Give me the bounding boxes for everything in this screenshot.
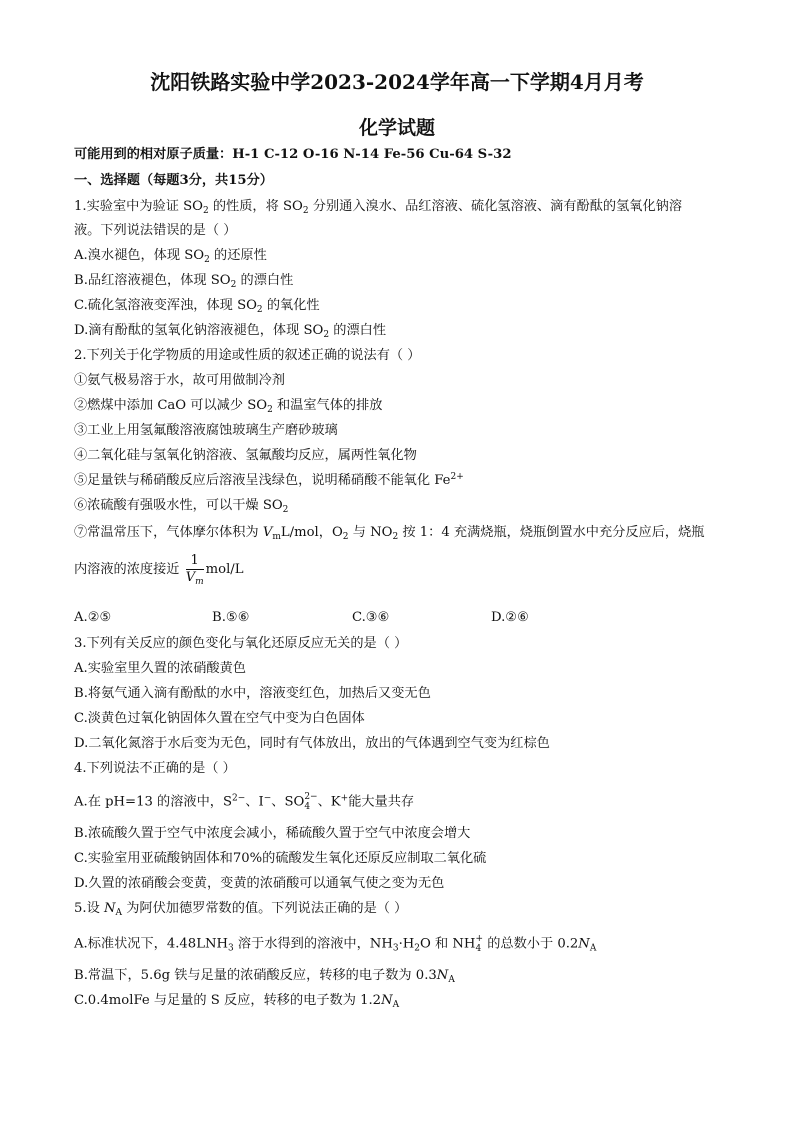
q2-option-b: B.⑤⑥ [212, 610, 250, 625]
q4-option-a: A.在 pH=13 的溶液中，$S^{2-}$、I−、SO 2− 4 、K+能大量共存 [74, 792, 415, 812]
q2-statement-7: ⑦常温常压下，气体摩尔体积为 $V_mL$/mol，$O_2$ 与 $NO_2$ 按 1：4 充满烧瓶，烧瓶倒置水中充分反应后，烧瓶 [74, 525, 705, 542]
q2-statement-2: ②燃煤中添加 CaO 可以减少 $SO_2$ 和温室气体的排放 [74, 398, 383, 415]
q4-option-b: B.浓硫酸久置于空气中浓度会减小，稀硫酸久置于空气中浓度会增大 [74, 826, 471, 841]
q2-statement-5: ⑤足量铁与稀硝酸反应后溶液呈浅绿色，说明稀硝酸不能氧化 $Fe^{2+}$ [74, 472, 464, 488]
q3-option-a: A.实验室里久置的浓硝酸黄色 [74, 661, 246, 676]
exam-subtitle: 化学试题 [358, 117, 435, 139]
q1-option-c: C.硫化氢溶液变浑浊，体现 $SO_2$ 的氧化性 [74, 298, 320, 315]
q1-stem: 1.实验室中为验证 $SO_2$ 的性质，将 $SO_2$ 分别通入溴水、品红溶液、硫化氢溶液、滴有酚酞的氢氧化钠溶 [74, 199, 683, 216]
q2-option-a: A.②⑤ [74, 610, 112, 625]
q5-stem: 5.设 $N_A$ 为阿伏加德罗常数的值。下列说法正确的是（ ） [74, 901, 408, 918]
q2-stem: 2.下列关于化学物质的用途或性质的叙述正确的说法有（ ） [74, 348, 421, 363]
q4-option-d: D.久置的浓硝酸会变黄，变黄的浓硝酸可以通氧气使之变为无色 [74, 876, 445, 891]
q2-statement-3: ③工业上用氢氟酸溶液腐蚀玻璃生产磨砂玻璃 [74, 423, 338, 438]
q2-statement-4: ④二氧化硅与氢氧化钠溶液、氢氟酸均反应，属两性氧化物 [74, 448, 417, 463]
q3-option-c: C.淡黄色过氧化钠固体久置在空气中变为白色固体 [74, 711, 365, 726]
q5-option-a: A.标准状况下，$4.48LNH_3$ 溶于水得到的溶液中，$NH_3\cdot H_2O$ 和 NH + 4 的总数小于 $0.2N_A$ [74, 934, 597, 954]
q1-option-a: A.溴水褪色，体现 $SO_2$ 的还原性 [74, 248, 267, 265]
section-heading: 一、选择题（每题3分，共15分） [74, 173, 273, 188]
q3-option-d: D.二氧化氮溶于水后变为无色，同时有气体放出，放出的气体遇到空气变为红棕色 [74, 736, 550, 751]
q5-option-c: C.0.4molFe 与足量的 S 反应，转移的电子数为 $1.2N_A$ [74, 993, 400, 1010]
q1-option-d: D.滴有酚酞的氢氧化钠溶液褪色，体现 $SO_2$ 的漂白性 [74, 323, 387, 340]
atomic-masses: 可能用到的相对原子质量：H-1 C-12 O-16 N-14 Fe-56 Cu-64 S-32 [74, 147, 512, 162]
q2-statement-6: ⑥浓硫酸有强吸水性，可以干燥 $SO_2$ [74, 498, 289, 515]
q1-stem-line2: 液。下列说法错误的是（ ） [74, 223, 237, 238]
concentration-fraction: $\frac{1}{V_m}$ [185, 553, 204, 587]
q3-stem: 3.下列有关反应的颜色变化与氧化还原反应无关的是（ ） [74, 636, 408, 651]
q2-statement-7-line2: 内溶液的浓度接近 $\frac{1}{V_m}$ mol/L [74, 553, 244, 587]
q1-option-b: B.品红溶液褪色，体现 $SO_2$ 的漂白性 [74, 273, 294, 290]
q5-option-b: B.常温下，5.6g 铁与足量的浓硝酸反应，转移的电子数为 $0.3N_A$ [74, 968, 455, 985]
q2-option-c: C.③⑥ [352, 610, 390, 625]
q2-statement-1: ①氨气极易溶于水，故可用做制冷剂 [74, 373, 285, 388]
q2-option-d: D.②⑥ [491, 610, 529, 625]
q4-option-c: C.实验室用亚硫酸钠固体和70%的硫酸发生氧化还原反应制取二氧化硫 [74, 851, 487, 866]
q4-stem: 4.下列说法不正确的是（ ） [74, 761, 236, 776]
q3-option-b: B.将氨气通入滴有酚酞的水中，溶液变红色，加热后又变无色 [74, 686, 431, 701]
exam-title: 沈阳铁路实验中学2023-2024学年高一下学期4月月考 [150, 70, 644, 94]
